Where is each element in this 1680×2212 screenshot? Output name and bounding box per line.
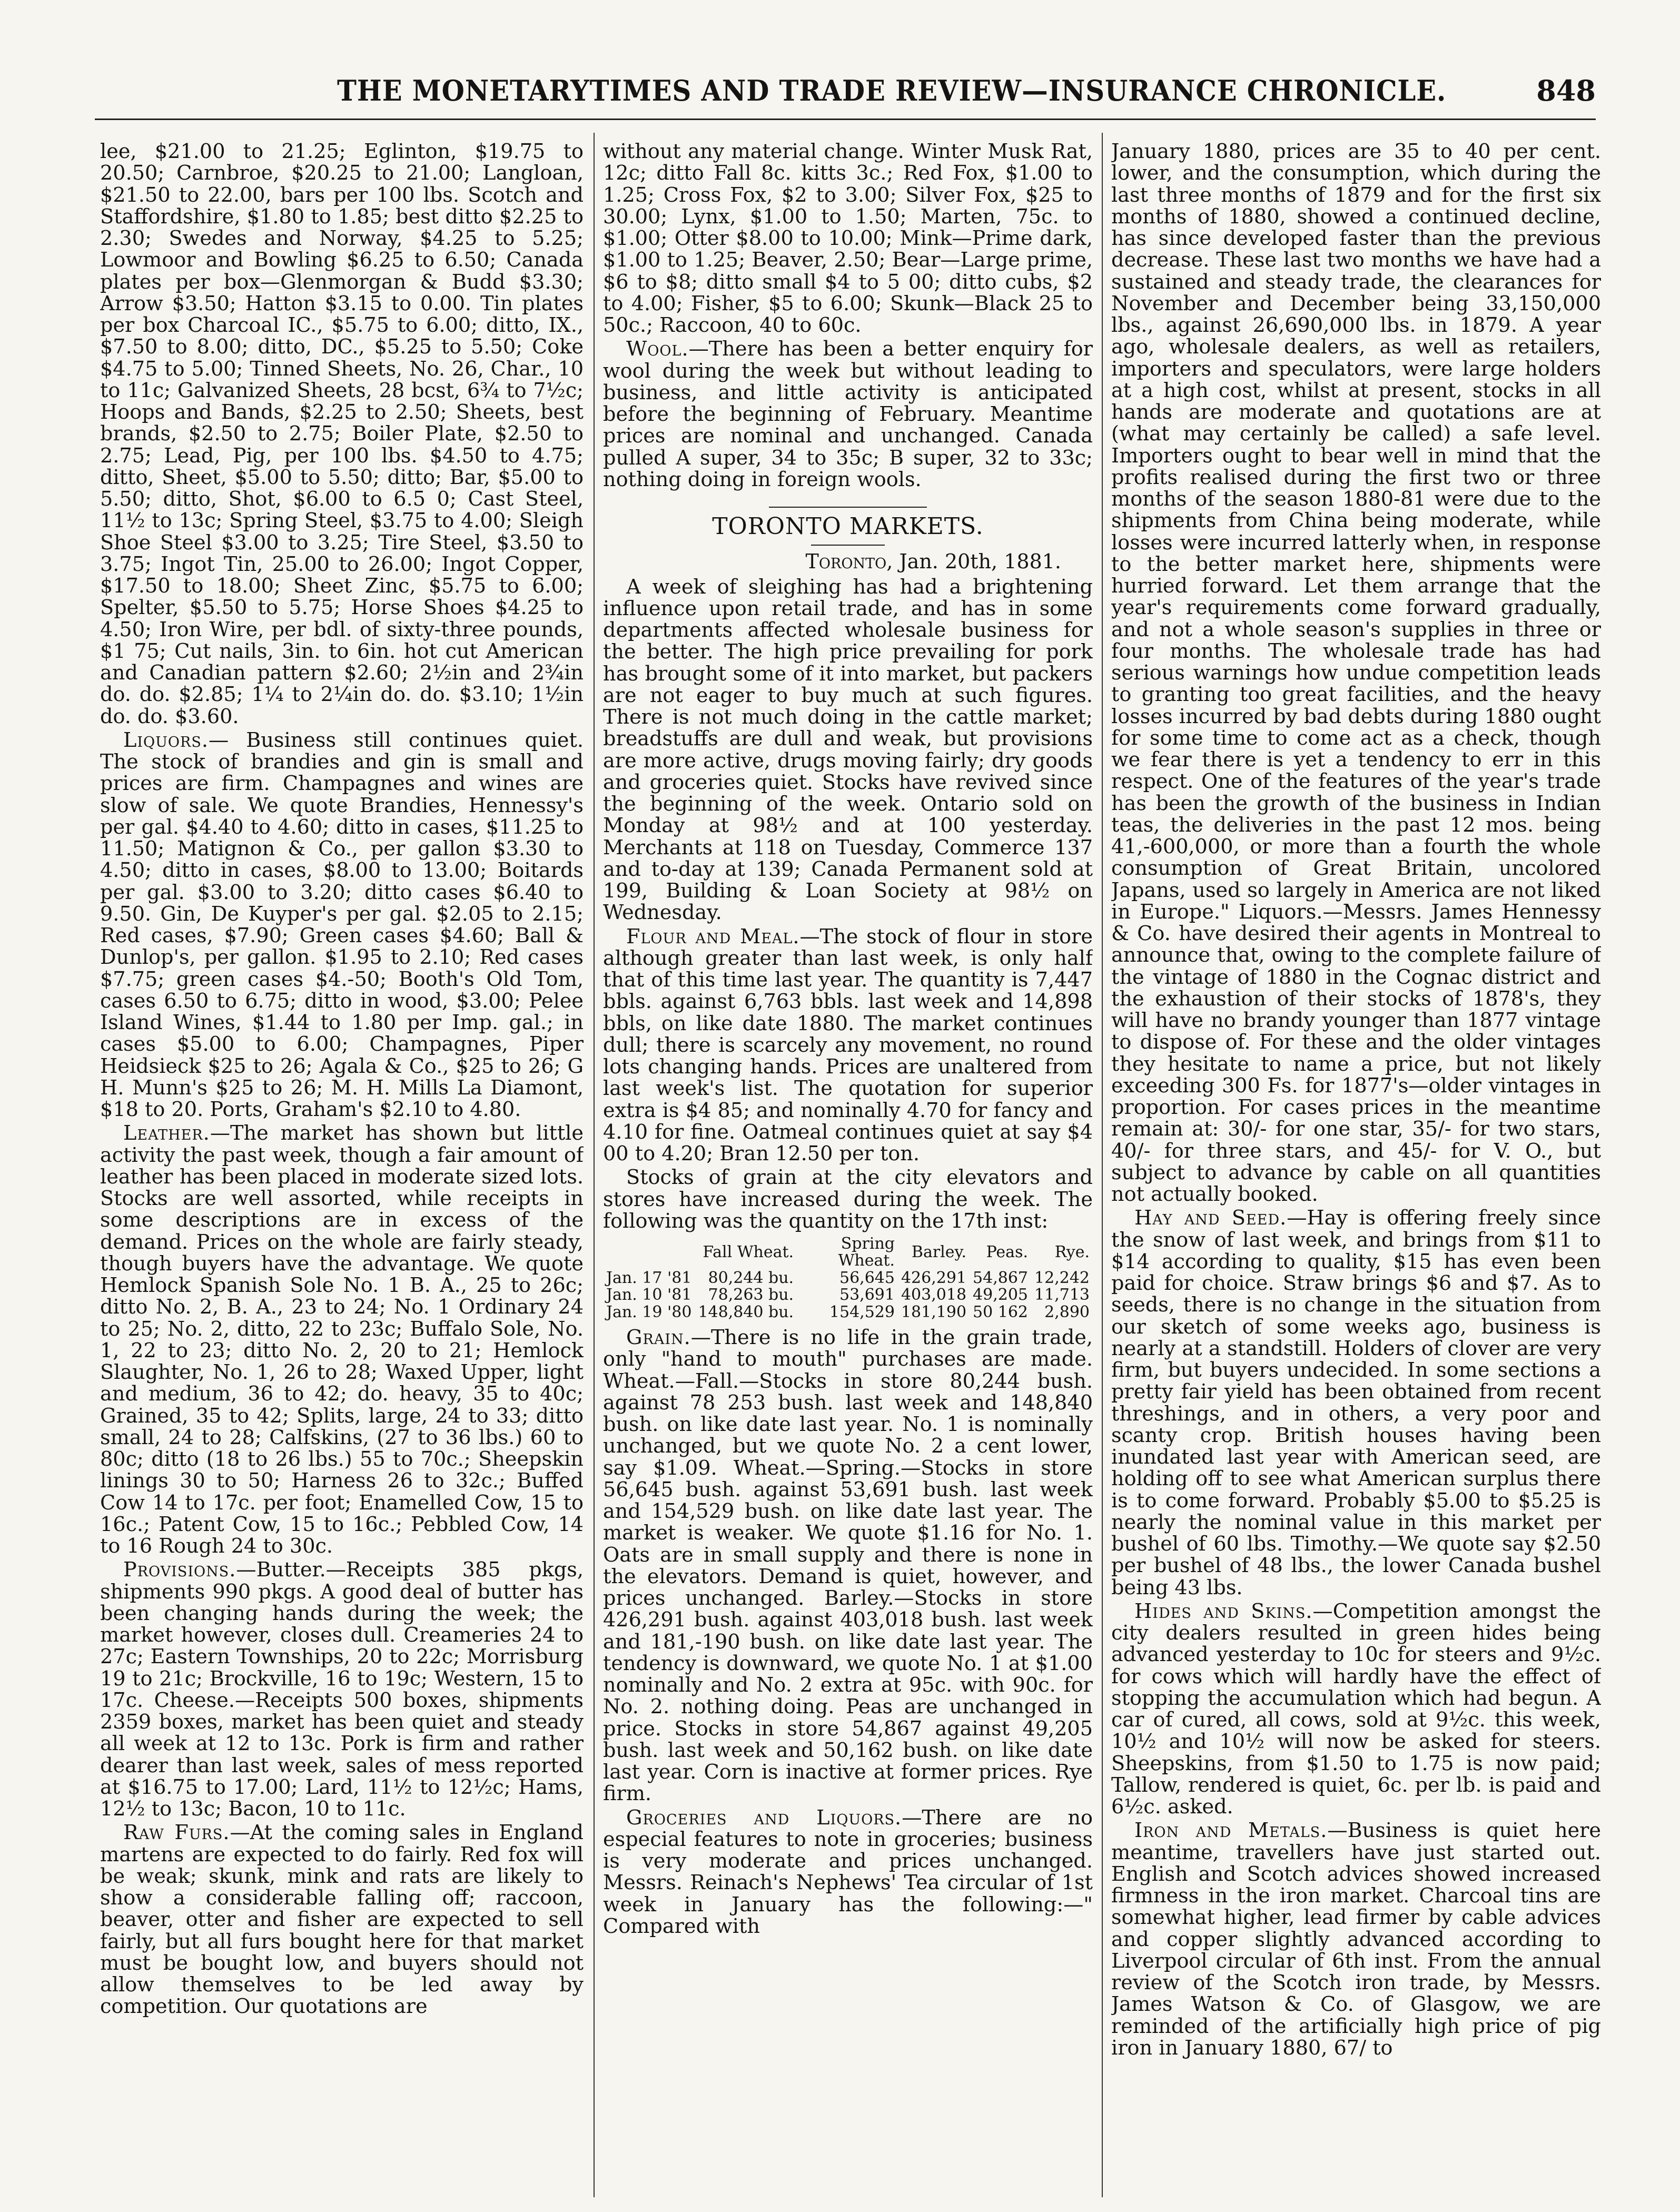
hides-paragraph <box>1111 1601 1601 1819</box>
section-heading: Iron and Metals. <box>1134 1819 1328 1843</box>
dateline-city: Toronto, <box>805 549 893 573</box>
paragraph-text: —There is no life in the grain trade, only "hand to mouth" purchases are made. Wheat.—Fall.—Stocks in store 80,244 bush. against 78 253 bush. last week and 148,840 bush. on like date last year. No. 1 is nominally unchanged, but we quote No. 2 a cent lower, say $1.09. Wheat.—Spring.—Stocks in store 56,645 bush. against 53,691 bush. last week and 154,529 bush. on like date last year. The market is weaker. We quote $1.16 for No. 1. Oats are in small supply and there is none in the elevators. Demand is quiet, however, and prices unchanged. Barley.—Stocks in store 426,291 bush. against 403,018 bush. last week and 181,-190 bush. on like date last year. The tendency is downward, we quote No. 1 at $1.00 nominally and No. 2 extra at 95c. with 90c. for No. 2. nothing doing. Peas are unchanged in price. Stocks in store 54,867 against 49,205 bush. last week and 50,162 bush. on like date last year. Corn is inactive at former prices. Rye firm. <box>603 1326 1093 1806</box>
table-row <box>603 1287 1093 1303</box>
column-header: Peas. <box>986 1243 1029 1262</box>
column-divider <box>594 133 595 2197</box>
section-heading: Flour and Meal. <box>626 925 800 949</box>
provisions-paragraph <box>100 1559 584 1820</box>
table-cell: 148,840 bu. <box>698 1302 794 1321</box>
grain-stocks-table <box>603 1236 1093 1321</box>
paragraph-text: — Business still continues quiet. The stock of brandies and gin is small and prices are firm. Champagnes and wines are slow of sale. We quote Brandies, Hennessy's per gal. $4.40 to 4.60; ditto in cases, $11.25 to 11.50; Matignon & Co., per gallon $3.30 to 4.50; ditto in cases, $8.00 to 13.00; Boitards per gal. $3.00 to 3.20; ditto cases $6.40 to 9.50. Gin, De Kuyper's per gal. $2.05 to 2.15; Red cases, $7.90; Green cases $4.60; Ball & Dunlop's, per gallon. $1.95 to 2.10; Red cases $7.75; green cases $4.-50; Booth's Old Tom, cases 6.50 to 6.75; ditto in wood, $3.00; Pelee Island Wines, $1.44 to 1.80 per Imp. gal.; in cases $5.00 to 6.00; Champagnes, Piper Heidsieck $25 to 26; Agala & Co., $25 to 26; G H. Munn's $25 to 26; M. H. Mills La Diamont, $18 to 20. Ports, Graham's $2.10 to 4.80. <box>100 728 584 1121</box>
table-row <box>603 1270 1093 1287</box>
grain-paragraph <box>603 1327 1093 1805</box>
section-heading: Wool. <box>626 338 689 361</box>
table-cell: 56,645 <box>839 1268 895 1287</box>
paragraph-text: —At the coming sales in England martens are expected to do fairly. Red fox will be weak; skunk, mink and rats are likely to show a considerable falling off; raccoon, beaver, otter and fisher are expected to sell fairly, but all furs bought here for that market must be bought low, and buyers should not allow themselves to be led away by competition. Our quotations are <box>100 1821 584 2019</box>
dateline-date: Jan. 20th, 1881. <box>899 549 1061 573</box>
column-divider <box>1102 133 1103 2197</box>
heading-rule <box>769 507 927 508</box>
stocks-paragraph: Stocks of grain at the city elevators and stores have increased during the week. The following was the quantity on the 17th inst: <box>603 1166 1093 1233</box>
masthead <box>84 74 1596 116</box>
column-header <box>603 1236 695 1270</box>
paragraph-text: —The market has shown but little activity the past week, though a fair amount of leather has been placed in moderate sized lots. Stocks are well assorted, while receipts in some descriptions are in excess of the demand. Prices on the whole are fairly steady, though buyers have the advantage. We quote Hemlock Spanish Sole No. 1 B. A., 25 to 26c; ditto No. 2, B. A., 23 to 24; No. 1 Ordinary 24 to 25; No. 2, ditto, 22 to 23c; Buffalo Sole, No. 1, 22 to 23; ditto No. 2, 20 to 21; Hemlock Slaughter, No. 1, 26 to 28; Waxed Upper, light and medium, 36 to 42; do. heavy, 35 to 40c; Grained, 35 to 42; Splits, large, 24 to 33; ditto small, 24 to 28; Calfskins, (27 to 36 lbs.) 60 to 80c; ditto (18 to 26 lbs.) 55 to 70c.; Sheepskin linings 30 to 50; Harness 26 to 32c.; Buffed Cow 14 to 17c. per foot; Enamelled Cow, 15 to 16c.; Patent Cow, 15 to 16c.; Pebbled Cow, 14 to 16 Rough 24 to 30c. <box>100 1122 584 1558</box>
section-heading: Groceries and Liquors. <box>626 1806 902 1830</box>
iron-paragraph <box>1111 1820 1601 2059</box>
wool-paragraph <box>603 339 1093 491</box>
paragraph-text: —The stock of flour in store although greater than last week, is only half that of this time last year. The quantity is 7,447 bbls. against 6,763 bbls. last week and 14,898 bbls, on like date 1880. The market continues dull; there is scarcely any movement, no round lots changing hands. Prices are unaltered from last week's list. The quotation for superior extra is $4 85; and nominally 4.70 for fancy and 4.10 for fine. Oatmeal continues quiet at say $4 00 to 4.20; Bran 12.50 per ton. <box>603 925 1093 1166</box>
section-heading: Grain. <box>626 1326 691 1349</box>
publication-title: THE MONETARYTIMES AND TRADE REVIEW—INSURANCE CHRONICLE. <box>337 74 1447 107</box>
paragraph-text: —Hay is offering freely since the snow of last week, and brings from $11 to $14 according to quality, $15 has even been paid for choice. Straw brings $6 and $7. As to seeds, there is no change in the situation from our sketch of some weeks ago, business is nearly at a standstill. Holders of clover are very firm, but buyers undecided. In some sections a pretty fair yield has been obtained from recent threshings, and in others, a very poor and scanty crop. British houses having been inundated last year with American seed, are holding off to see what American surplus there is to come forward. Probably $5.00 to $5.25 is nearly the nominal value in this market per bushel of 60 lbs. Timothy.—We quote say $2.50 per bushel of 48 lbs., the lower Canada bushel being 43 lbs. <box>1111 1207 1601 1599</box>
column-3 <box>1111 141 1601 2185</box>
toronto-markets-heading: TORONTO MARKETS. <box>712 513 984 540</box>
groceries-paragraph <box>603 1808 1093 1938</box>
paragraph-text: —Competition amongst the city dealers resulted in green hides being advanced yesterday to 10c for steers and 9½c. for cows which will hardly have the effect of stopping the accumulation which had begun. A car of cured, all cows, sold at 9½c. this week, 10½ and 10½ will now be asked for steers. Sheepskins, from $1.50 to 1.75 is now paid; Tallow, rendered is quiet, 6c. per lb. is paid and 6½c. asked. <box>1111 1599 1601 1819</box>
table-row <box>603 1304 1093 1321</box>
column-1 <box>100 141 584 2185</box>
table-cell: 78,263 bu. <box>708 1286 794 1305</box>
table-cell: 426,291 <box>901 1268 967 1287</box>
raw-furs-paragraph <box>100 1822 584 2018</box>
table-cell: 11,713 <box>1034 1286 1090 1305</box>
table-cell: Jan. 17 '81 <box>606 1268 692 1287</box>
section-heading: Hides and Skins. <box>1134 1599 1313 1623</box>
section-heading: Raw Furs. <box>123 1821 230 1845</box>
tea-circular-continued: January 1880, prices are 35 to 40 per cent. lower, and the consumption, which during the last three months of 1879 and for the first six months of 1880, showed a continued decline, has since developed faster than the previous decrease. These last two months we have had a sustained and steady trade, the clearances for November and December being 33,150,000 lbs., against 26,690,000 lbs. in 1879. A year ago, wholesale dealers, as well as retailers, importers and speculators, were large holders at a high cost, whilst at present, stocks in all hands are moderate and quotations are at (what may certainly be called) a safe level. Importers ought to bear well in mind that the profits realised during the first two or three months of the season 1880-81 were due to the shipments from China being moderate, while losses were incurred latterly when, in response to the better market here, shipments were hurried forward. Let them arrange that the year's requirements come forward gradually, and not a whole season's supplies in three or four months. The wholesale trade has had serious warnings how undue competition leads to granting too great facilities, and the heavy losses incurred by bad debts during 1880 ought for some time to come act as a check, though we fear there is yet a tendency to err in this respect. One of the features of the year's trade has been the growth of the business in Indian teas, the deliveries in the past 12 mos. being 41,-600,000, or more than a fourth the whole consumption of Great Britain, uncolored Japans, used so largely in America are not liked in Europe." Liquors.—Messrs. James Hennessy & Co. have desired their agents in Montreal to announce that, owing to the complete failure of the vintage of 1880 in the Cognac district and the exhaustion of their stocks of 1878's, they will have no brandy younger than 1877 vintage to dispose of. For these and the older vintages they hesitate to name a price, but not likely exceeding 300 Fs. for 1877's—older vintages in proportion. For cases prices in the meantime remain at: 30/- for one star, 35/- for two stars, 40/- for three stars, and 45/- for V. O., but subject to advance by cable on all quantities not actually booked. <box>1111 141 1601 1206</box>
table-cell: 54,867 <box>973 1268 1029 1287</box>
table-cell: 49,205 <box>973 1286 1029 1305</box>
table-cell: 80,244 bu. <box>708 1268 794 1287</box>
heading-rule <box>811 545 885 546</box>
column-header: Rye. <box>1054 1243 1090 1262</box>
flour-paragraph <box>603 926 1093 1166</box>
leather-paragraph <box>100 1123 584 1557</box>
paragraph-text: —Business is quiet here meantime, travellers have just started out. English and Scotch advices showed increased firmness in the iron market. Charcoal tins are somewhat higher, lead firmer by cable advices and copper slightly advanced according to Liverpool circular of 6th inst. From the annual review of the Scotch iron trade, by Messrs. James Watson & Co. of Glasgow, we are reminded of the artificially high price of pig iron in January 1880, 67/ to <box>1111 1819 1601 2060</box>
liquors-paragraph <box>100 730 584 1121</box>
paragraph-text: —Butter.—Receipts 385 pkgs, shipments 990 pkgs. A good deal of butter has been changing hands during the week; the market however, closes dull. Creameries 24 to 27c; Eastern Townships, 20 to 22c; Morrisburg 19 to 21c; Brockville, 16 to 19c; Western, 15 to 17c. Cheese.—Receipts 500 boxes, shipments 2359 boxes, market has been quiet and steady all week at 12 to 13c. Pork is firm and rather dearer than last week, sales of mess reported at $16.75 to 17.00; Lard, 11½ to 12½c; Hams, 12½ to 13c; Bacon, 10 to 11c. <box>100 1558 584 1821</box>
page-number: 848 <box>1536 74 1596 107</box>
paragraph-text: —There has been a better enquiry for wool during the week but without leading to business, and little activity is anticipated before the beginning of February. Meantime prices are nominal and unchanged. Canada pulled A super, 34 to 35c; B super, 32 to 33c; nothing doing in foreign wools. <box>603 338 1093 491</box>
fur-quotations-continued: without any material change. Winter Musk Rat, 12c; ditto Fall 8c. kitts 3c.; Red Fox, $1.00 to 1.25; Cross Fox, $2 to 3.00; Silver Fox, $25 to 30.00; Lynx, $1.00 to 1.50; Marten, 75c. to $1.00; Otter $8.00 to 10.00; Mink—Prime dark, $1.00 to 1.25; Beaver, 2.50; Bear—Large prime, $6 to $8; ditto small $4 to 5 00; ditto cubs, $2 to 4.00; Fisher, $5 to 6.00; Skunk—Black 25 to 50c.; Raccoon, 40 to 60c. <box>603 141 1093 337</box>
column-2 <box>603 141 1093 2185</box>
table-cell: Jan. 19 '80 <box>606 1302 692 1321</box>
table-cell: 53,691 <box>839 1286 895 1305</box>
table-cell: 50 162 <box>973 1302 1029 1321</box>
table-cell: 181,190 <box>901 1302 967 1321</box>
table-cell: 403,018 <box>901 1286 967 1305</box>
hay-seed-paragraph <box>1111 1208 1601 1599</box>
table-header-row <box>603 1236 1093 1270</box>
table-cell: 2,890 <box>1044 1302 1090 1321</box>
header-rule <box>95 118 1596 120</box>
section-heading: Hay and Seed. <box>1134 1207 1287 1230</box>
paragraph-text: —There are no especial features to note in groceries; business is very moderate and prices unchanged. Messrs. Reinach's Nephews' Tea circular of 1st week in January has the following:—" Compared with <box>603 1806 1093 1938</box>
section-heading: Leather. <box>123 1122 210 1146</box>
column-header: Fall Wheat. <box>703 1243 794 1262</box>
dateline <box>603 551 1093 572</box>
column-header: Spring Wheat. <box>838 1235 895 1270</box>
table-cell: 12,242 <box>1034 1268 1090 1287</box>
table-cell: 154,529 <box>829 1302 895 1321</box>
section-heading: Provisions. <box>123 1558 236 1582</box>
toronto-markets-heading-block <box>603 507 1093 546</box>
intro-paragraph: A week of sleighing has had a brightening influence upon retail trade, and has in some departments affected wholesale business for the better. The high price prevailing for pork has brought some of it into market, but packers are not eager to buy much at such figures. There is not much doing in the cattle market; breadstuffs are dull and weak, but provisions are more active, drugs moving fairly; dry goods and groceries quiet. Stocks have revived since the beginning of the week. Ontario sold on Monday at 98½ and at 100 yesterday. Merchants at 118 on Tuesday, Commerce 137 and to-day at 139; Canada Permanent sold at 199, Building & Loan Society at 98½ on Wednesday. <box>603 575 1093 925</box>
iron-prices-continued: lee, $21.00 to 21.25; Eglinton, $19.75 to 20.50; Carnbroe, $20.25 to 21.00; Langloan, $21.50 to 22.00, bars per 100 lbs. Scotch and Staffordshire, $1.80 to 1.85; best ditto $2.25 to 2.30; Swedes and Norway, $4.25 to 5.25; Lowmoor and Bowling $6.25 to 6.50; Canada plates per box—Glenmorgan & Budd $3.30; Arrow $3.50; Hatton $3.15 to 0.00. Tin plates per box Charcoal IC., $5.75 to 6.00; ditto, IX., $7.50 to 8.00; ditto, DC., $5.25 to 5.50; Coke $4.75 to 5.00; Tinned Sheets, No. 26, Char., 10 to 11c; Galvanized Sheets, 28 bcst, 6¾ to 7½c; Hoops and Bands, $2.25 to 2.50; Sheets, best brands, $2.50 to 2.75; Boiler Plate, $2.50 to 2.75; Lead, Pig, per 100 lbs. $4.50 to 4.75; ditto, Sheet, $5.00 to 5.50; ditto; Bar, $5.00 to 5.50; ditto, Shot, $6.00 to 6.5 0; Cast Steel, 11½ to 13c; Spring Steel, $3.75 to 4.00; Sleigh Shoe Steel $3.00 to 3.25; Tire Steel, $3.50 to 3.75; Ingot Tin, 25.00 to 26.00; Ingot Copper, $17.50 to 18.00; Sheet Zinc, $5.75 to 6.00; Spelter, $5.50 to 5.75; Horse Shoes $4.25 to 4.50; Iron Wire, per bdl. of sixty-three pounds, $1 75; Cut nails, 3in. to 6in. hot cut American and Canadian pattern $2.60; 2½in and 2¾in do. do. $2.85; 1¼ to 2¼in do. do. $3.10; 1½in do. do. $3.60. <box>100 141 584 728</box>
section-heading: Liquors. <box>123 728 209 752</box>
column-header: Barley. <box>911 1243 967 1262</box>
table-cell: Jan. 10 '81 <box>606 1286 692 1305</box>
